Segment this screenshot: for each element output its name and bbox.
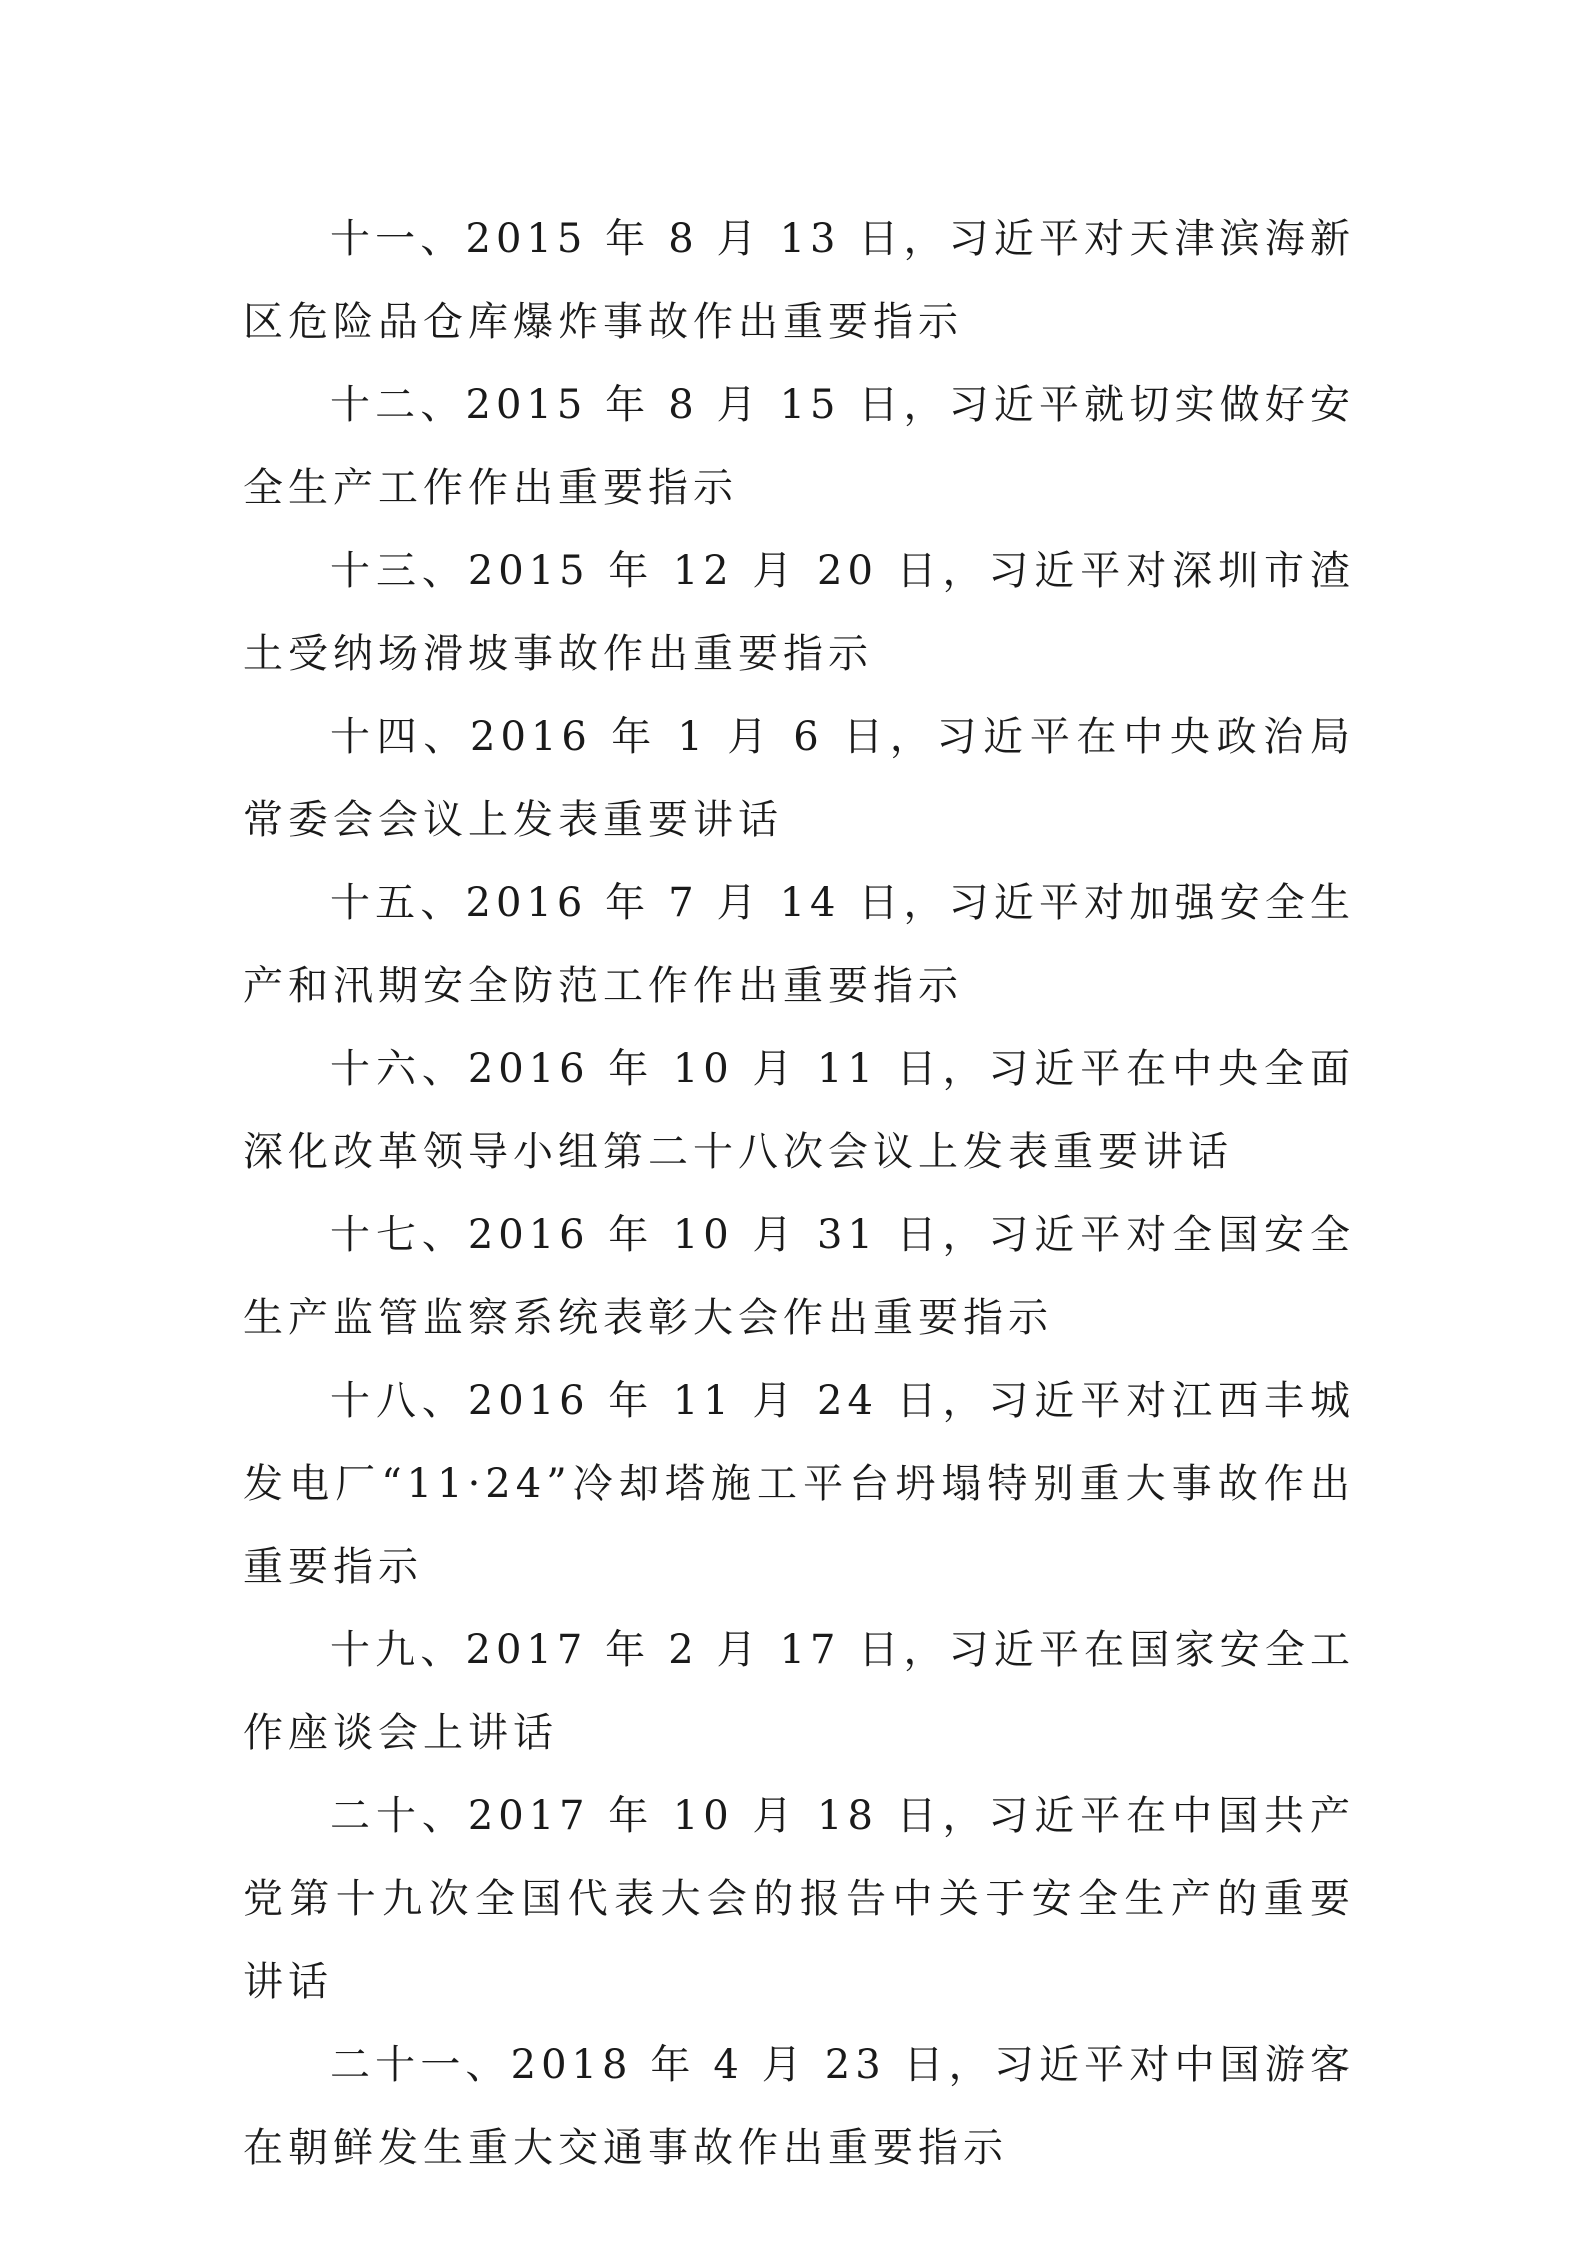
list-item: 十七、2016 年 10 月 31 日，习近平对全国安全生产监管监察系统表彰大会作出重要指示 xyxy=(243,1212,1355,1341)
list-item: 十八、2016 年 11 月 24 日，习近平对江西丰城发电厂“11·24”冷却塔施工平台坍塌特别重大事故作出重要指示 xyxy=(243,1378,1355,1590)
list-item: 二十一、2018 年 4 月 23 日，习近平对中国游客在朝鲜发生重大交通事故作出重要指示 xyxy=(243,2042,1355,2171)
list-item: 十九、2017 年 2 月 17 日，习近平在国家安全工作座谈会上讲话 xyxy=(243,1627,1355,1756)
document-body xyxy=(243,198,1355,2190)
list-item: 十一、2015 年 8 月 13 日，习近平对天津滨海新区危险品仓库爆炸事故作出重要指示 xyxy=(243,216,1355,345)
list-item: 十六、2016 年 10 月 11 日，习近平在中央全面深化改革领导小组第二十八次会议上发表重要讲话 xyxy=(243,1046,1355,1175)
list-item: 十二、2015 年 8 月 15 日，习近平就切实做好安全生产工作作出重要指示 xyxy=(243,382,1355,511)
list-item: 十四、2016 年 1 月 6 日，习近平在中央政治局常委会会议上发表重要讲话 xyxy=(243,714,1355,843)
list-item: 十五、2016 年 7 月 14 日，习近平对加强安全生产和汛期安全防范工作作出重要指示 xyxy=(243,880,1355,1009)
list-item: 十三、2015 年 12 月 20 日，习近平对深圳市渣土受纳场滑坡事故作出重要指示 xyxy=(243,548,1355,677)
list-item: 二十、2017 年 10 月 18 日，习近平在中国共产党第十九次全国代表大会的报告中关于安全生产的重要讲话 xyxy=(243,1793,1355,2005)
